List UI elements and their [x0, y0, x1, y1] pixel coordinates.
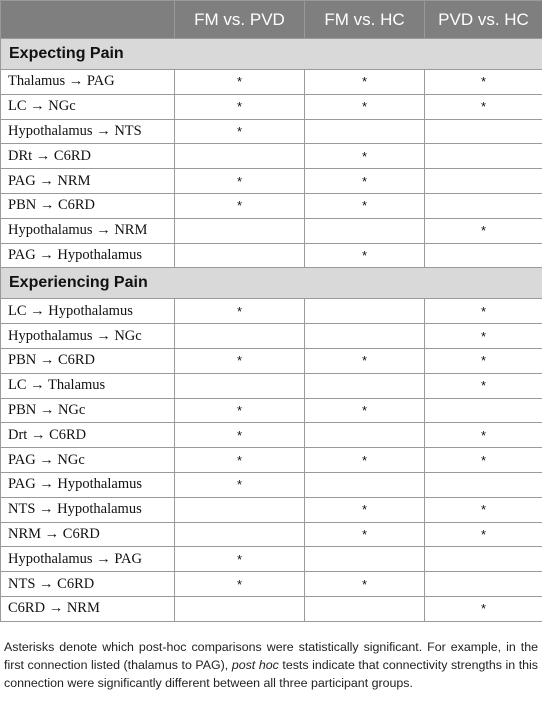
significance-cell — [305, 324, 425, 349]
significance-cell: * — [305, 169, 425, 194]
significance-cell: * — [305, 193, 425, 218]
significance-cell: * — [175, 472, 305, 497]
table-row — [1, 596, 542, 621]
table-row — [1, 398, 542, 423]
significance-cell: * — [175, 448, 305, 473]
significance-cell: * — [305, 348, 425, 373]
significance-cell — [175, 497, 305, 522]
section-title: Expecting Pain — [1, 39, 542, 70]
significance-cell: * — [425, 324, 542, 349]
table-row — [1, 119, 542, 144]
connection-label: Hypothalamus → NTS — [1, 119, 175, 144]
significance-cell: * — [175, 70, 305, 95]
significance-cell — [175, 243, 305, 268]
significance-cell: * — [305, 522, 425, 547]
significance-cell: * — [305, 398, 425, 423]
header-fm-vs-hc: FM vs. HC — [305, 1, 425, 39]
connection-label: PBN → C6RD — [1, 193, 175, 218]
significance-cell — [425, 547, 542, 572]
connection-label: LC → Hypothalamus — [1, 299, 175, 324]
table-row — [1, 522, 542, 547]
connection-label: Hypothalamus → NRM — [1, 218, 175, 243]
table-header-row — [1, 1, 542, 39]
table-row — [1, 94, 542, 119]
significance-cell — [175, 218, 305, 243]
significance-cell: * — [175, 94, 305, 119]
connection-label: PBN → NGc — [1, 398, 175, 423]
table-row — [1, 348, 542, 373]
table-row — [1, 497, 542, 522]
connection-label: LC → Thalamus — [1, 373, 175, 398]
significance-cell — [175, 324, 305, 349]
section-title: Experiencing Pain — [1, 268, 542, 299]
table-row — [1, 299, 542, 324]
significance-cell: * — [175, 547, 305, 572]
connection-label: Drt → C6RD — [1, 423, 175, 448]
footnote-italic: post hoc — [231, 657, 279, 672]
table-row — [1, 572, 542, 597]
significance-cell: * — [175, 169, 305, 194]
significance-cell — [425, 398, 542, 423]
table-row — [1, 243, 542, 268]
table-row — [1, 70, 542, 95]
connection-label: PBN → C6RD — [1, 348, 175, 373]
significance-cell: * — [175, 423, 305, 448]
header-fm-vs-pvd: FM vs. PVD — [175, 1, 305, 39]
table-row — [1, 144, 542, 169]
header-pvd-vs-hc: PVD vs. HC — [425, 1, 542, 39]
significance-cell — [425, 119, 542, 144]
significance-cell: * — [175, 193, 305, 218]
significance-cell: * — [305, 94, 425, 119]
table-row — [1, 423, 542, 448]
significance-cell: * — [425, 522, 542, 547]
table-row — [1, 169, 542, 194]
connection-label: LC → NGc — [1, 94, 175, 119]
significance-cell — [305, 547, 425, 572]
connection-label: PAG → Hypothalamus — [1, 472, 175, 497]
table-row — [1, 373, 542, 398]
significance-cell: * — [305, 572, 425, 597]
significance-cell: * — [175, 119, 305, 144]
connection-label: PAG → NGc — [1, 448, 175, 473]
significance-cell: * — [425, 299, 542, 324]
table-row — [1, 472, 542, 497]
table-body — [1, 39, 542, 622]
significance-cell: * — [305, 448, 425, 473]
table-row — [1, 448, 542, 473]
significance-cell — [305, 596, 425, 621]
significance-cell — [305, 218, 425, 243]
significance-cell: * — [425, 497, 542, 522]
significance-cell: * — [175, 398, 305, 423]
significance-cell: * — [425, 596, 542, 621]
connection-label: DRt → C6RD — [1, 144, 175, 169]
section-header-row — [1, 268, 542, 299]
significance-cell — [425, 472, 542, 497]
significance-cell: * — [175, 348, 305, 373]
significance-cell: * — [425, 94, 542, 119]
significance-cell — [175, 373, 305, 398]
table-row — [1, 193, 542, 218]
significance-cell — [425, 572, 542, 597]
connection-label: Hypothalamus → NGc — [1, 324, 175, 349]
significance-cell — [305, 119, 425, 144]
significance-cell — [305, 299, 425, 324]
connection-label: Thalamus → PAG — [1, 70, 175, 95]
connection-label: NTS → Hypothalamus — [1, 497, 175, 522]
significance-cell: * — [305, 243, 425, 268]
footnote-text-1: Asterisks denote which post-hoc comparisons were statistically significant. For example, in the first connection listed (thalamus to PAG), — [4, 640, 538, 672]
significance-cell: * — [175, 572, 305, 597]
significance-cell — [425, 193, 542, 218]
table-footnote — [0, 639, 542, 692]
table-row — [1, 547, 542, 572]
significance-cell: * — [425, 218, 542, 243]
significance-cell: * — [425, 373, 542, 398]
table-row — [1, 324, 542, 349]
significance-cell — [175, 144, 305, 169]
significance-cell: * — [425, 423, 542, 448]
connection-label: NTS → C6RD — [1, 572, 175, 597]
significance-cell — [175, 596, 305, 621]
significance-cell — [425, 144, 542, 169]
significance-cell: * — [305, 497, 425, 522]
connection-label: PAG → NRM — [1, 169, 175, 194]
connection-label: NRM → C6RD — [1, 522, 175, 547]
significance-cell — [175, 522, 305, 547]
connection-label: Hypothalamus → PAG — [1, 547, 175, 572]
significance-cell: * — [175, 299, 305, 324]
significance-cell: * — [425, 70, 542, 95]
table-row — [1, 218, 542, 243]
significance-cell: * — [305, 70, 425, 95]
connection-label: PAG → Hypothalamus — [1, 243, 175, 268]
significance-cell — [305, 472, 425, 497]
significance-cell: * — [305, 144, 425, 169]
significance-cell — [305, 423, 425, 448]
significance-cell — [425, 243, 542, 268]
significance-cell — [425, 169, 542, 194]
connection-label: C6RD → NRM — [1, 596, 175, 621]
header-blank — [1, 1, 175, 39]
significance-cell: * — [425, 448, 542, 473]
section-header-row — [1, 39, 542, 70]
significance-cell: * — [425, 348, 542, 373]
significance-cell — [305, 373, 425, 398]
footnote-text-2: tests indicate that connectivity strengths in this connection were significantly different between all three participant groups. — [4, 657, 539, 690]
